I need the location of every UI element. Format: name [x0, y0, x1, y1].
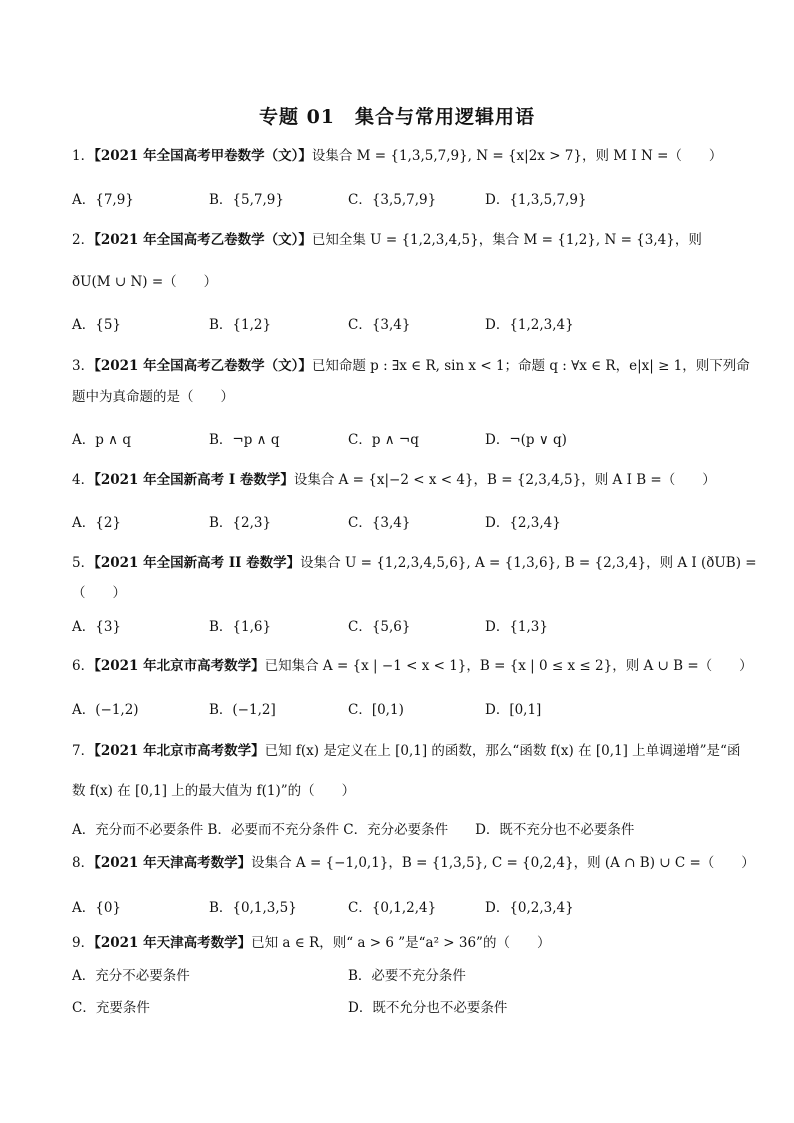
option-a: A．(−1,2) [72, 702, 139, 718]
question-source-tag: 【2021 年全国高考甲卷数学（文）】 [94, 148, 312, 164]
question-text: 已知集合 A = {x | −1 < x < 1}，B = {x | 0 ≤ x ≤ 2}，则 A ∪ B =（ ） [264, 658, 753, 674]
question-source-tag: 【2021 年天津高考数学】 [94, 855, 252, 871]
option-c: C．{3,5,7,9} [348, 192, 437, 208]
question-text: ðU(M ∪ N) =（ ） [72, 274, 218, 290]
question-text: 数 f(x) 在 [0,1] 上的最大值为 f(1)”的（ ） [72, 783, 356, 799]
question-text: 设集合 A = {−1,0,1}，B = {1,3,5}, C = {0,2,4}，则 (A ∩ B) ∪ C =（ ） [251, 855, 755, 871]
option-c: C．{0,1,2,4} [348, 900, 437, 916]
option-a: A．{5} [72, 317, 122, 333]
question-number: 5． [72, 555, 95, 571]
question-4-stem [72, 470, 732, 490]
option-d: D．既不允分也不必要条件 [348, 1000, 508, 1016]
question-number: 4． [72, 472, 95, 488]
option-a: A．{2} [72, 515, 122, 531]
question-text: 已知全集 U = {1,2,3,4,5}，集合 M = {1,2}, N = {3,4}，则 [311, 232, 702, 248]
question-text: 已知 a ∈ R，则“ a > 6 ”是“a² > 36”的（ ） [251, 935, 551, 951]
page-title: 专题 01 集合与常用逻辑用语 [258, 106, 536, 128]
option-d: D．{1,2,3,4} [485, 317, 574, 333]
question-2-options [72, 313, 732, 333]
question-number: 7． [72, 743, 95, 759]
question-5-options [72, 615, 732, 635]
option-b: B．{1,2} [209, 317, 272, 333]
question-number: 6． [72, 658, 95, 674]
option-c: C．充要条件 [72, 1000, 150, 1016]
question-source-tag: 【2021 年全国新高考 II 卷数学】 [94, 555, 301, 571]
question-9-options-row-1 [72, 964, 732, 984]
question-8-stem [72, 853, 755, 873]
question-source-tag: 【2021 年北京市高考数学】 [94, 743, 265, 759]
option-d: D．{0,2,3,4} [485, 900, 574, 916]
question-source-tag: 【2021 年全国高考乙卷数学（文）】 [94, 358, 312, 374]
option-a: A．充分不必要条件 [72, 968, 190, 984]
question-number: 1． [72, 148, 95, 164]
question-5-stem-continued [72, 583, 732, 603]
option-b: B．{0,1,3,5} [209, 900, 297, 916]
option-a: A．{0} [72, 900, 122, 916]
option-b: B．{1,6} [209, 619, 272, 635]
option-a: A．p ∧ q [72, 432, 131, 448]
question-9-options-row-2 [72, 996, 732, 1016]
question-text: 已知 f(x) 是定义在上 [0,1] 的函数，那么“函数 f(x) 在 [0,1] 上单调递增”是“函 [264, 743, 741, 759]
question-text: 设集合 U = {1,2,3,4,5,6}, A = {1,3,6}, B = {2,3,4}，则 A I (ðUB) = [300, 555, 757, 571]
question-7-stem [72, 741, 741, 761]
question-5-stem [72, 553, 757, 573]
question-text: 已知命题 p : ∃x ∈ R, sin x < 1；命题 q : ∀x ∈ R，e|x| ≥ 1，则下列命 [311, 358, 750, 374]
question-text: 设集合 A = {x|−2 < x < 4}，B = {2,3,4,5}，则 A I B =（ ） [293, 472, 716, 488]
question-3-stem [72, 356, 750, 376]
option-c: C．{3,4} [348, 515, 411, 531]
question-2-stem [72, 230, 732, 250]
question-4-options [72, 511, 732, 531]
option-d: D．¬(p ∨ q) [485, 432, 567, 448]
option-b: B．必要不充分条件 [348, 968, 466, 984]
question-source-tag: 【2021 年全国高考乙卷数学（文）】 [94, 232, 312, 248]
question-3-stem-continued [72, 387, 732, 407]
question-source-tag: 【2021 年北京市高考数学】 [94, 658, 265, 674]
option-d: D．{2,3,4} [485, 515, 561, 531]
question-number: 9． [72, 935, 95, 951]
options-line: A．充分而不必要条件 B．必要而不充分条件 C．充分必要条件 D．既不充分也不必要条件 [72, 822, 635, 838]
option-d: D．{1,3} [485, 619, 548, 635]
question-2-stem-continued [72, 272, 732, 292]
option-d: D．{1,3,5,7,9} [485, 192, 587, 208]
question-text: 题中为真命题的是（ ） [72, 389, 234, 405]
option-a: A．{7,9} [72, 192, 134, 208]
question-text: 设集合 M = {1,3,5,7,9}, N = {x|2x > 7}，则 M I N =（ ） [311, 148, 723, 164]
question-source-tag: 【2021 年天津高考数学】 [94, 935, 252, 951]
question-number: 8． [72, 855, 95, 871]
option-b: B．{2,3} [209, 515, 272, 531]
option-b: B．(−1,2] [209, 702, 276, 718]
question-number: 2． [72, 232, 95, 248]
option-c: C．p ∧ ¬q [348, 432, 419, 448]
question-7-stem-continued [72, 781, 732, 801]
question-9-stem [72, 933, 732, 953]
question-1-stem [72, 146, 732, 166]
question-text: （ ） [72, 585, 126, 601]
question-number: 3． [72, 358, 95, 374]
question-6-stem [72, 656, 753, 676]
option-d: D．[0,1] [485, 702, 542, 718]
question-source-tag: 【2021 年全国新高考 I 卷数学】 [94, 472, 294, 488]
question-1-options [72, 188, 732, 208]
question-8-options [72, 896, 732, 916]
option-a: A．{3} [72, 619, 122, 635]
option-c: C．[0,1) [348, 702, 404, 718]
question-6-options [72, 698, 732, 718]
option-c: C．{3,4} [348, 317, 411, 333]
option-b: B．{5,7,9} [209, 192, 284, 208]
option-b: B．¬p ∧ q [209, 432, 280, 448]
question-3-options [72, 428, 732, 448]
option-c: C．{5,6} [348, 619, 411, 635]
question-7-options [72, 818, 732, 838]
